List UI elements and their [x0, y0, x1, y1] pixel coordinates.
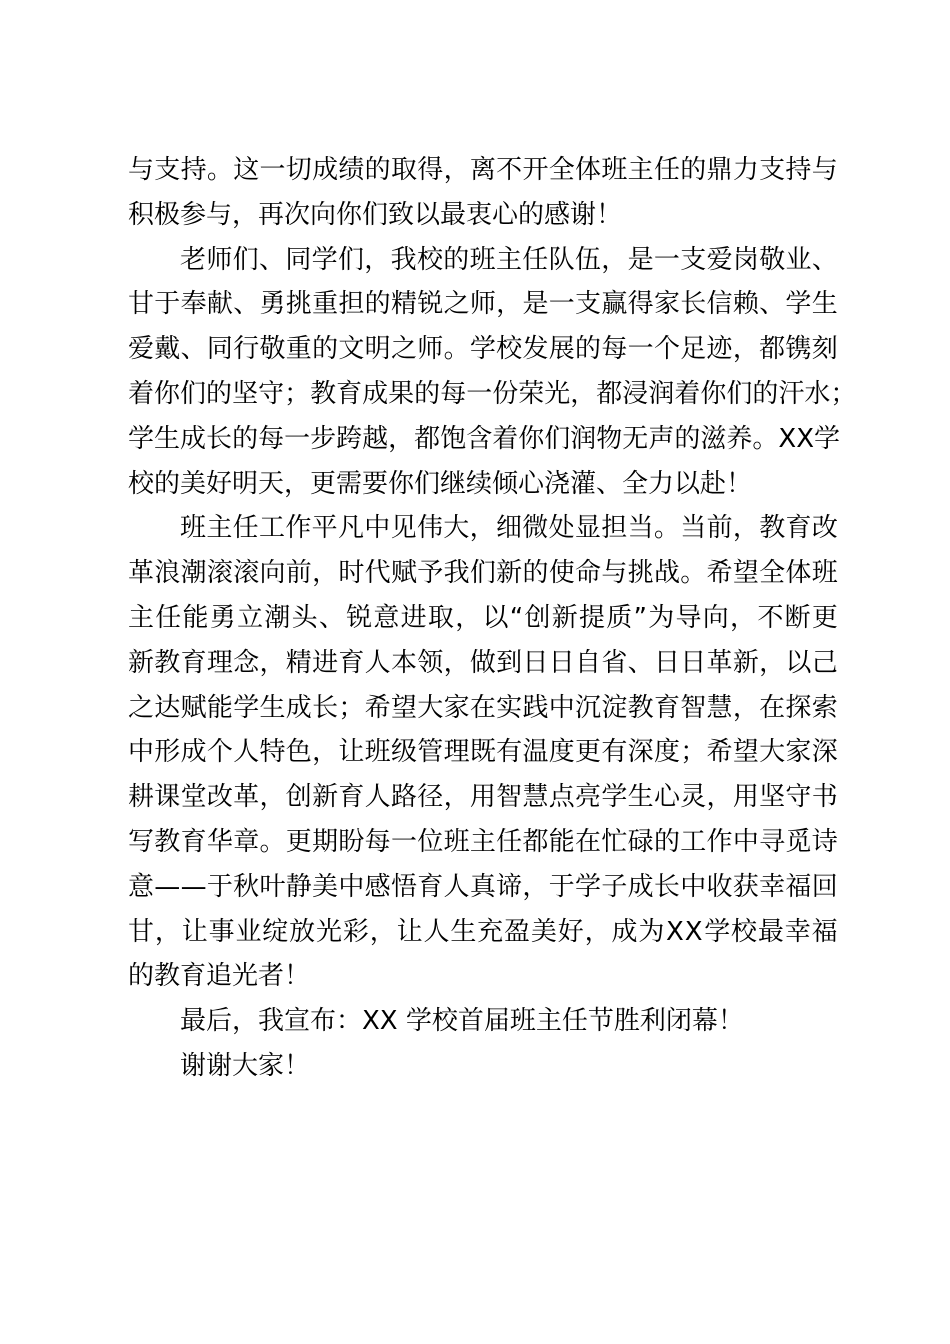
text-line: 与 支 持 。 这 一 切 成 绩 的 取 得 ， 离 不 开 全 体 班 主 任 的 鼎 力 支 持 与: [128, 155, 838, 185]
text-line: 意 — — 于 秋 叶 静 美 中 感 悟 育 人 真 谛 ， 于 学 子 成 长 中 收 获 幸 福 回: [128, 871, 838, 902]
text-line: 着 你 们 的 坚 守 ； 教 育 成 果 的 每 一 份 荣 光 ， 都 浸 润 着 你 们 的 汗 水 ；: [128, 378, 857, 409]
text-line: 学 生 成 长 的 每 一 步 跨 越 ， 都 饱 含 着 你 们 润 物 无 声 的 滋 养 。 X X 学: [128, 423, 841, 454]
text-line: 爱 戴 、 同 行 敬 重 的 文 明 之 师 。 学 校 发 展 的 每 一 个 足 迹 ， 都 镌 刻: [128, 334, 838, 365]
text-line: 之 达 赋 能 学 生 成 长 ； 希 望 大 家 在 实 践 中 沉 淀 教 育 智 慧 ， 在 探 索: [128, 692, 838, 723]
text-line: 写 教 育 华 章 。 更 期 盼 每 一 位 班 主 任 都 能 在 忙 碌 的 工 作 中 寻 觅 诗: [128, 826, 838, 857]
text-line: 主 任 能 勇 立 潮 头 、 锐 意 进 取 ， 以 “ 创 新 提 质 ” 为 导 向 ， 不 断 更: [128, 602, 838, 633]
text-line: 耕 课 堂 改 革 ， 创 新 育 人 路 径 ， 用 智 慧 点 亮 学 生 心 灵 ， 用 坚 守 书: [128, 782, 838, 813]
body-text: [128, 148, 857, 1089]
text-line: 甘 ， 让 事 业 绽 放 光 彩 ， 让 人 生 充 盈 美 好 ， 成 为 X X 学 校 最 幸 福: [128, 916, 838, 947]
text-line: 校的美好明天，更需要你们继续倾心浇灌、全力以赴！: [128, 468, 753, 499]
text-line: 中 形 成 个 人 特 色 ， 让 班 级 管 理 既 有 温 度 更 有 深 度 ； 希 望 大 家 深: [128, 737, 838, 768]
text-line: 甘 于 奉 献 、 勇 挑 重 担 的 精 锐 之 师 ， 是 一 支 赢 得 家 长 信 赖 、 学 生: [128, 289, 838, 320]
text-line: 谢谢大家！: [180, 1050, 311, 1081]
text-line: 新 教 育 理 念 ， 精 进 育 人 本 领 ， 做 到 日 日 自 省 、 日 日 革 新 ， 以 己: [128, 647, 838, 678]
text-line: 积极参与，再次向你们致以最衷心的感谢！: [128, 199, 623, 230]
text-line: 老 师 们 、 同 学 们 ， 我 校 的 班 主 任 队 伍 ， 是 一 支 爱 岗 敬 业 、: [180, 244, 838, 275]
text-line: 革 浪 潮 滚 滚 向 前 ， 时 代 赋 予 我 们 新 的 使 命 与 挑 战 。 希 望 全 体 班: [128, 558, 838, 589]
text-line: 班 主 任 工 作 平 凡 中 见 伟 大 ， 细 微 处 显 担 当 。 当 前 ， 教 育 改: [180, 513, 838, 544]
text-line: 的教育追光者！: [128, 961, 311, 992]
text-line: 最后，我宣布：XX 学校首届班主任节胜利闭幕！: [180, 1006, 744, 1037]
